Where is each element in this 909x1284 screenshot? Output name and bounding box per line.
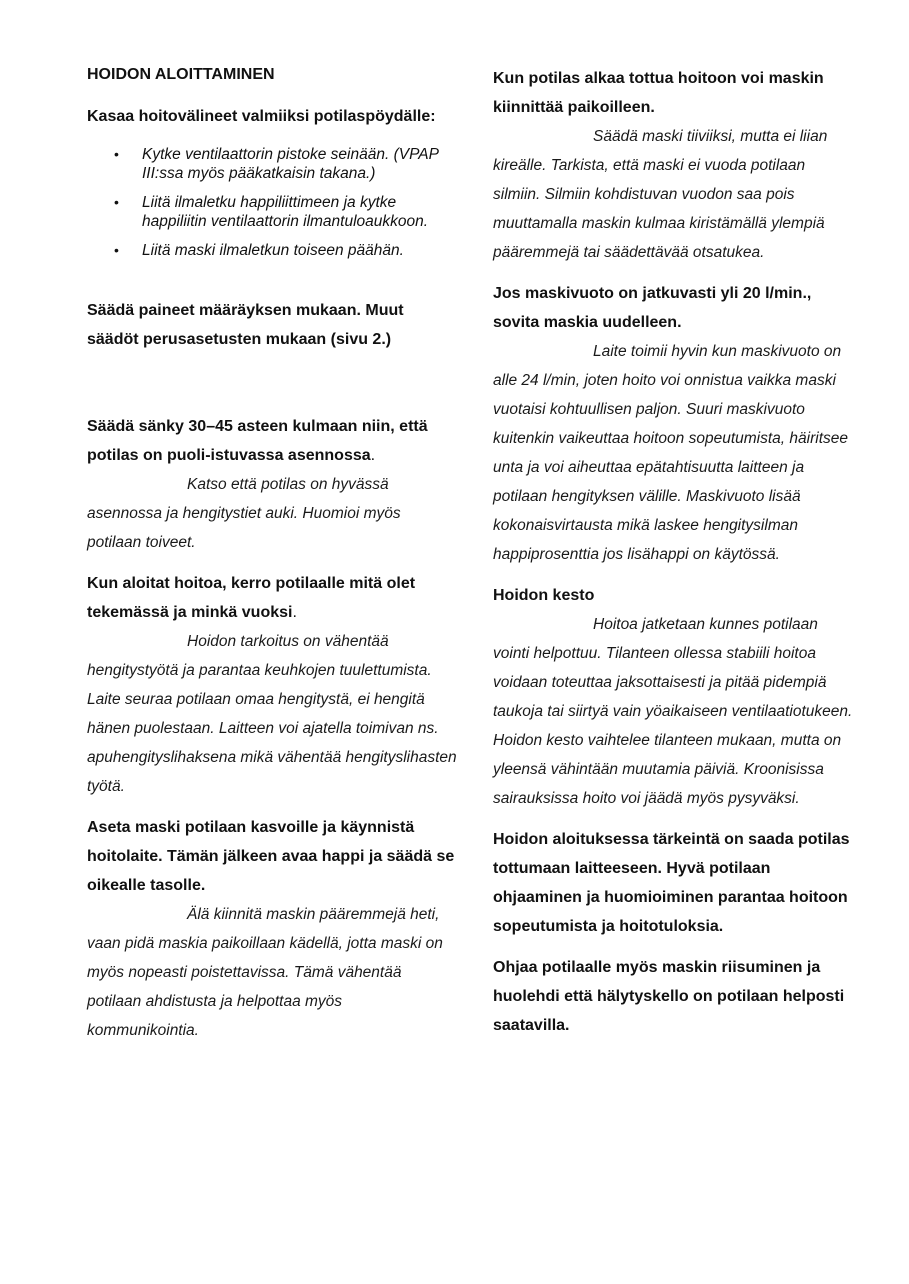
setup-steps-list [87,145,457,260]
mask-fasten-note: Säädä maski tiiviiksi, mutta ei liian kireälle. Tarkista, että maski ei vuoda potilaan silmiin. Silmiin kohdistuvan vuodon saa pois muuttamalla maskin kulmaa kiristämällä ylempiä pääremmejä tai säädettävää otsatukea. [493,128,828,261]
explain-period: . [292,604,297,621]
list-item-text: Kytke ventilaattorin pistoke seinään. (VPAP III:ssa myös pääkatkaisin takana.) [142,146,439,182]
mask-leak-note: Laite toimii hyvin kun maskivuoto on alle 24 l/min, joten hoito voi onnistua vaikka maski vuotaisi kohtuullisen paljon. Suuri maskivuoto kuitenkin vaikeuttaa hoitoon sopeutumista, häiritsee unta ja voi aiheuttaa epätahtisuutta laitteen ja potilaan hengityksen välille. Maskivuoto lisää kokonaisvirtausta mikä laskee hengitysilman happiprosenttia jos lisähappi on käytössä. [493,343,848,563]
right-column [493,64,853,1040]
left-column [87,64,457,1045]
bed-angle-note: Katso että potilas on hyvässä asennossa ja hengitystiet auki. Huomioi myös potilaan toiveet. [87,476,401,551]
bed-angle-text: Säädä sänky 30–45 asteen kulmaan niin, että potilas on puoli-istuvassa asennossa [87,418,428,464]
list-item-text: Liitä ilmaletku happiliittimeen ja kytke happiliitin ventilaattorin ilmantuloaukkoon. [142,194,429,230]
duration-heading: Hoidon kesto [493,587,595,604]
bullet-icon: • [114,146,119,162]
list-item [114,241,457,260]
supplies-instruction: Kasaa hoitovälineet valmiiksi potilaspöydälle: [87,108,436,125]
list-item [114,193,457,231]
list-item [114,145,457,183]
explain-instruction [87,569,457,627]
list-item-text: Liitä maski ilmaletkun toiseen päähän. [142,242,404,259]
pressure-instruction: Säädä paineet määräyksen mukaan. Muut säädöt perusasetusten mukaan (sivu 2.) [87,302,404,348]
bed-angle-instruction [87,412,457,470]
explain-note: Hoidon tarkoitus on vähentää hengitystyötä ja parantaa keuhkojen tuulettumista. Laite seuraa potilaan omaa hengitystä, ei hengitä hänen puolestaan. Laitteen voi ajatella toimivan ns. apuhengityslihaksena mikä vähentää hengityslihasten työtä. [87,633,457,795]
section-title: HOIDON ALOITTAMINEN [87,66,275,83]
duration-note: Hoitoa jatketaan kunnes potilaan vointi helpottuu. Tilanteen ollessa stabiili hoitoa voidaan toteuttaa jaksottaisesti ja pitää pidempiä taukoja tai siirtyä vain yöaikaiseen ventilaatiotukeen. Hoidon kesto vaihtelee tilanteen mukaan, mutta on yleensä vähintään muutamia päiviä. Kroonisissa sairauksissa hoito voi jäädä myös pysyväksi. [493,616,853,807]
bullet-icon: • [114,194,119,210]
mask-removal-paragraph: Ohjaa potilaalle myös maskin riisuminen ja huolehdi että hälytyskello on potilaan helposti saatavilla. [493,959,845,1034]
mask-leak-instruction: Jos maskivuoto on jatkuvasti yli 20 l/min., sovita maskia uudelleen. [493,285,812,331]
mask-start-note: Älä kiinnitä maskin pääremmejä heti, vaan pidä maskia paikoillaan kädellä, jotta maski on myös nopeasti poistettavissa. Tämä vähentää potilaan ahdistusta ja helpottaa myös kommunikointia. [87,906,443,1039]
key-point-paragraph: Hoidon aloituksessa tärkeintä on saada potilas tottumaan laitteeseen. Hyvä potilaan ohjaaminen ja huomioiminen parantaa hoitoon sopeutumista ja hoitotuloksia. [493,831,850,935]
mask-start-instruction: Aseta maski potilaan kasvoille ja käynnistä hoitolaite. Tämän jälkeen avaa happi ja säädä se oikealle tasolle. [87,819,455,894]
bed-angle-period: . [370,447,376,464]
explain-text: Kun aloitat hoitoa, kerro potilaalle mitä olet tekemässä ja minkä vuoksi [87,575,416,621]
bullet-icon: • [114,242,119,258]
mask-fasten-instruction: Kun potilas alkaa tottua hoitoon voi maskin kiinnittää paikoilleen. [493,70,824,116]
